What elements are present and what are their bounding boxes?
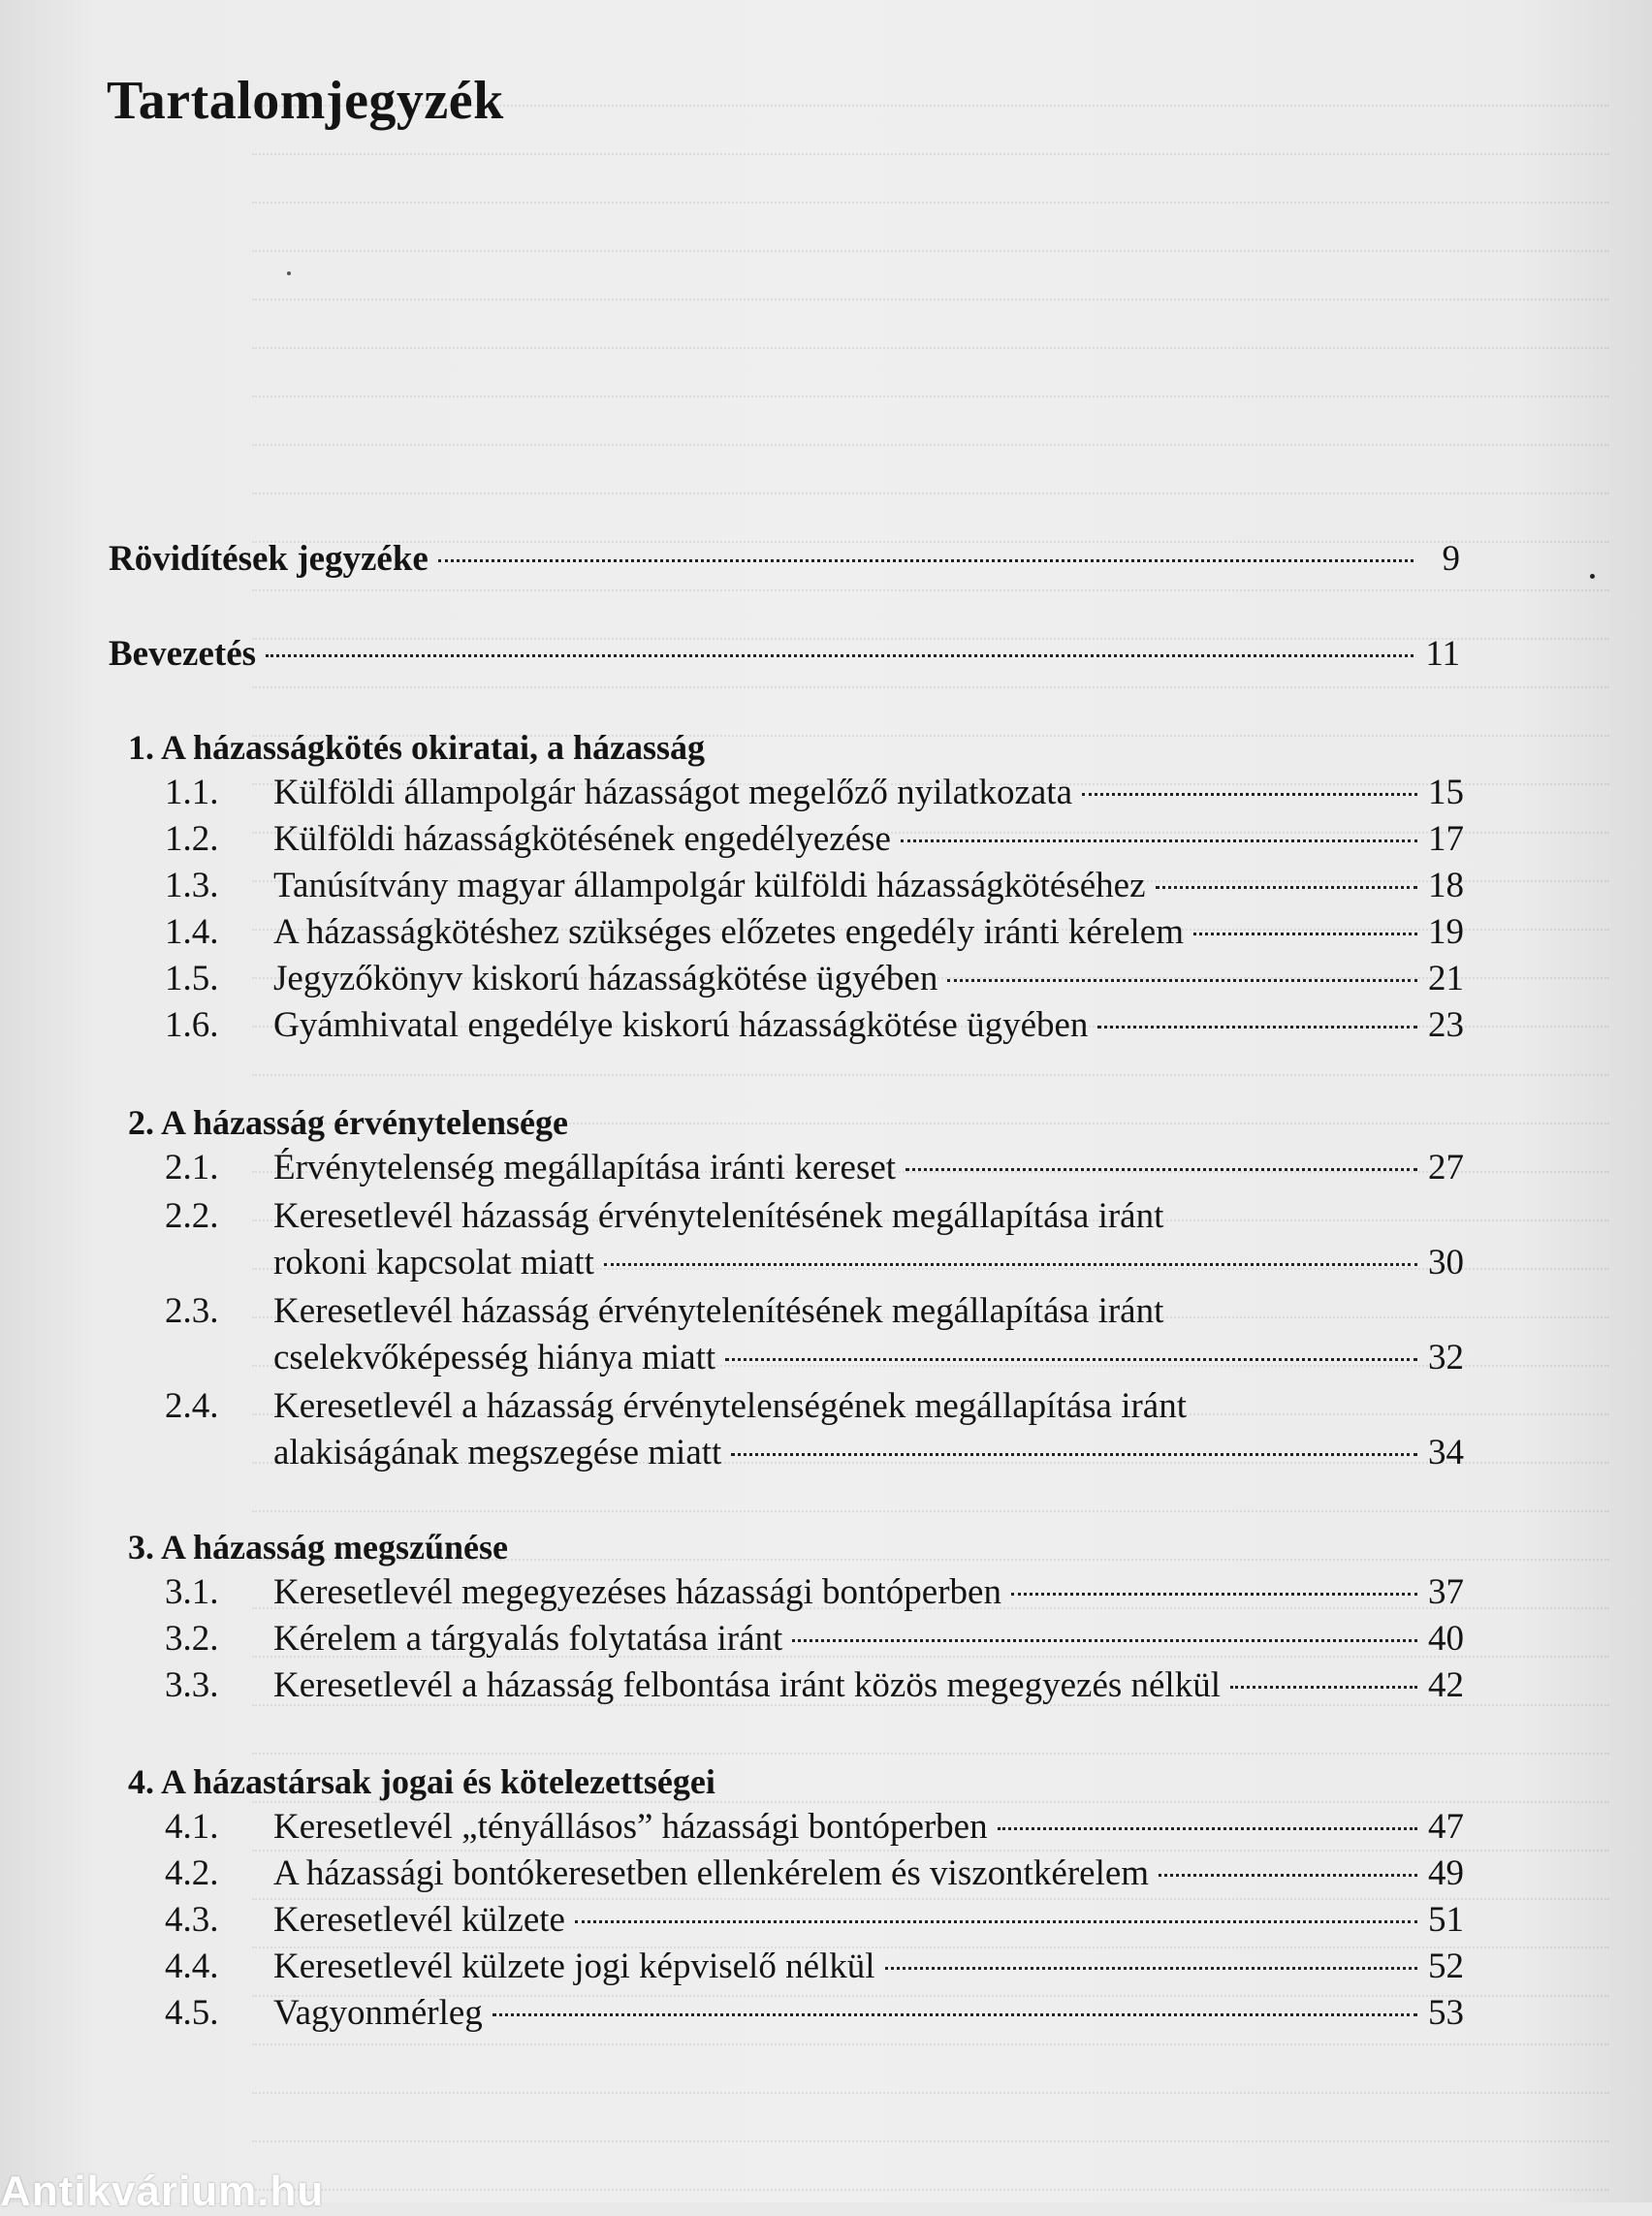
toc-page-number: 21 (1428, 959, 1464, 998)
leader-dots (885, 1967, 1417, 1970)
toc-entry-number: 1.4. (165, 912, 219, 952)
section-heading-3: 3. A házasság megszűnése (128, 1528, 509, 1567)
toc-entry-number: 4.2. (165, 1853, 219, 1893)
watermark-text: Antikvárium.hu (0, 2168, 325, 2215)
toc-entry-text: A házasságkötéshez szükséges előzetes engedély iránti kérelem (273, 912, 1185, 952)
toc-entry-number: 2.1. (165, 1148, 219, 1187)
toc-entry-number: 2.2. (165, 1196, 219, 1236)
toc-entry-3-2[interactable] (165, 1617, 1464, 1662)
leader-dots (901, 839, 1417, 842)
watermark (0, 2168, 1652, 2215)
toc-entry-number: 3.1. (165, 1572, 219, 1612)
toc-entry-text: Vagyonmérleg (273, 1993, 483, 2033)
toc-entry-number: 4.4. (165, 1947, 219, 1986)
dust-speck (287, 271, 291, 275)
leader-dots (492, 2013, 1417, 2016)
toc-entry-text: Keresetlevél megegyezéses házassági bontóperben (273, 1572, 1001, 1612)
toc-entry-3-1[interactable] (165, 1570, 1464, 1615)
leader-dots (1159, 1874, 1417, 1877)
toc-page-number: 32 (1428, 1338, 1464, 1377)
toc-entry-number: 1.1. (165, 773, 219, 812)
toc-entry-2-1[interactable] (165, 1146, 1464, 1190)
toc-page-number: 34 (1428, 1433, 1464, 1472)
page-title: Tartalomjegyzék (107, 71, 504, 131)
section-heading-4: 4. A házastársak jogai és kötelezettségei (128, 1762, 715, 1801)
toc-page-number: 17 (1428, 819, 1464, 859)
leader-dots (1011, 1593, 1417, 1596)
toc-page-number: 30 (1428, 1243, 1464, 1282)
toc-entry-2-3-first-line[interactable] (165, 1289, 1464, 1334)
toc-entry-text: Keresetlevél a házasság felbontása iránt közös megegyezés nélkül (273, 1665, 1221, 1705)
toc-entry-number: 1.5. (165, 959, 219, 998)
leader-dots (731, 1453, 1417, 1456)
toc-entry-2-4-first-line[interactable] (165, 1384, 1464, 1429)
toc-page-number: 27 (1428, 1148, 1464, 1187)
toc-entry-number: 3.2. (165, 1619, 219, 1659)
toc-entry-1-4[interactable] (165, 910, 1464, 955)
section-heading-2: 2. A házasság érvénytelensége (128, 1103, 568, 1142)
leader-dots (1097, 1026, 1417, 1029)
toc-entry-text-continued: alakiságának megszegése miatt (273, 1433, 722, 1472)
toc-entry-1-6[interactable] (165, 1003, 1464, 1048)
toc-page-number: 18 (1428, 866, 1464, 905)
toc-entry-4-5[interactable] (165, 1991, 1464, 2036)
toc-entry-text: Keresetlevél külzete jogi képviselő nélkül (273, 1947, 875, 1986)
toc-page-number: 52 (1428, 1947, 1464, 1986)
toc-entry-1-1[interactable] (165, 771, 1464, 815)
toc-entry-1-3[interactable] (165, 864, 1464, 908)
toc-entry-number: 4.1. (165, 1807, 219, 1847)
toc-entry-1-5[interactable] (165, 957, 1464, 1001)
toc-page-number: 23 (1428, 1005, 1464, 1045)
toc-entry-text: Keresetlevél külzete (273, 1900, 565, 1940)
toc-entry-number: 3.3. (165, 1665, 219, 1705)
toc-page-number: 47 (1428, 1807, 1464, 1847)
section-heading-1: 1. A házasságkötés okiratai, a házasság (128, 728, 706, 767)
toc-entry-4-3[interactable] (165, 1898, 1464, 1943)
toc-page-number: 49 (1428, 1853, 1464, 1893)
toc-entry-text: Bevezetés (109, 634, 257, 674)
leader-dots (1230, 1686, 1417, 1689)
toc-entry-2-2-first-line[interactable] (165, 1194, 1464, 1239)
toc-entry-text: Keresetlevél „tényállásos” házassági bontóperben (273, 1807, 988, 1847)
toc-entry-number: 1.6. (165, 1005, 219, 1045)
toc-entry-3-3[interactable] (165, 1663, 1464, 1708)
toc-page-number: 51 (1428, 1900, 1464, 1940)
toc-entry-text: A házassági bontókeresetben ellenkérelem és viszontkérelem (273, 1853, 1150, 1893)
leader-dots (438, 559, 1414, 562)
toc-entry-text: Keresetlevél házasság érvénytelenítésének megállapítása iránt (273, 1291, 1164, 1331)
toc-page-number: 37 (1428, 1572, 1464, 1612)
dust-speck (1590, 574, 1595, 579)
toc-entry-text: Külföldi állampolgár házasságot megelőző nyilatkozata (273, 773, 1072, 812)
toc-entry-text-continued: cselekvőképesség hiánya miatt (273, 1338, 716, 1377)
leader-dots (1193, 933, 1417, 935)
leader-dots (1156, 886, 1418, 889)
toc-entry-number: 1.2. (165, 819, 219, 859)
toc-entry-number: 2.3. (165, 1291, 219, 1331)
toc-entry-number: 4.5. (165, 1993, 219, 2033)
leader-dots (266, 654, 1414, 657)
toc-entry-2-3[interactable] (273, 1336, 1464, 1380)
leader-dots (1082, 793, 1417, 796)
toc-entry-text: Érvénytelenség megállapítása iránti kereset (273, 1148, 897, 1187)
toc-entry-4-4[interactable] (165, 1945, 1464, 1989)
leader-dots (725, 1358, 1417, 1361)
toc-entry-text: Keresetlevél a házasság érvénytelenségének megállapítása iránt (273, 1386, 1188, 1426)
toc-page-number: 42 (1428, 1665, 1464, 1705)
leader-dots (575, 1920, 1417, 1923)
toc-entry-text: Külföldi házasságkötésének engedélyezése (273, 819, 891, 859)
toc-page-number: 40 (1428, 1619, 1464, 1659)
toc-entry-4-1[interactable] (165, 1805, 1464, 1850)
toc-entry-text: Kérelem a tárgyalás folytatása iránt (273, 1619, 783, 1659)
toc-entry-text: Jegyzőkönyv kiskorú házasságkötése ügyében (273, 959, 938, 998)
toc-entry-2-2[interactable] (273, 1241, 1464, 1285)
toc-entry-text: Gyámhivatal engedélye kiskorú házasságkötése ügyében (273, 1005, 1089, 1045)
toc-entry-number: 2.4. (165, 1386, 219, 1426)
toc-entry-text: Keresetlevél házasság érvénytelenítésének megállapítása iránt (273, 1196, 1164, 1236)
leader-dots (792, 1639, 1417, 1642)
toc-entry-text-continued: rokoni kapcsolat miatt (273, 1243, 594, 1282)
toc-page-number: 15 (1428, 773, 1464, 812)
toc-page-number: 11 (1425, 634, 1460, 674)
toc-entry-number: 4.3. (165, 1900, 219, 1940)
toc-entry-1-2[interactable] (165, 817, 1464, 862)
toc-entry-4-2[interactable] (165, 1852, 1464, 1896)
toc-entry-text: Tanúsítvány magyar állampolgár külföldi házasságkötéséhez (273, 866, 1146, 905)
toc-page-number: 19 (1428, 912, 1464, 952)
toc-page-number: 53 (1428, 1993, 1464, 2033)
leader-dots (905, 1168, 1417, 1171)
leader-dots (604, 1263, 1417, 1266)
toc-entry-number: 1.3. (165, 866, 219, 905)
leader-dots (998, 1827, 1417, 1830)
toc-entry-2-4[interactable] (273, 1431, 1464, 1475)
toc-entry-text: Rövidítések jegyzéke (109, 539, 429, 579)
toc-page-number: 9 (1442, 539, 1460, 579)
leader-dots (947, 979, 1417, 982)
toc-entry-introduction[interactable] (109, 632, 1460, 677)
toc-entry-abbreviations[interactable] (109, 537, 1460, 582)
